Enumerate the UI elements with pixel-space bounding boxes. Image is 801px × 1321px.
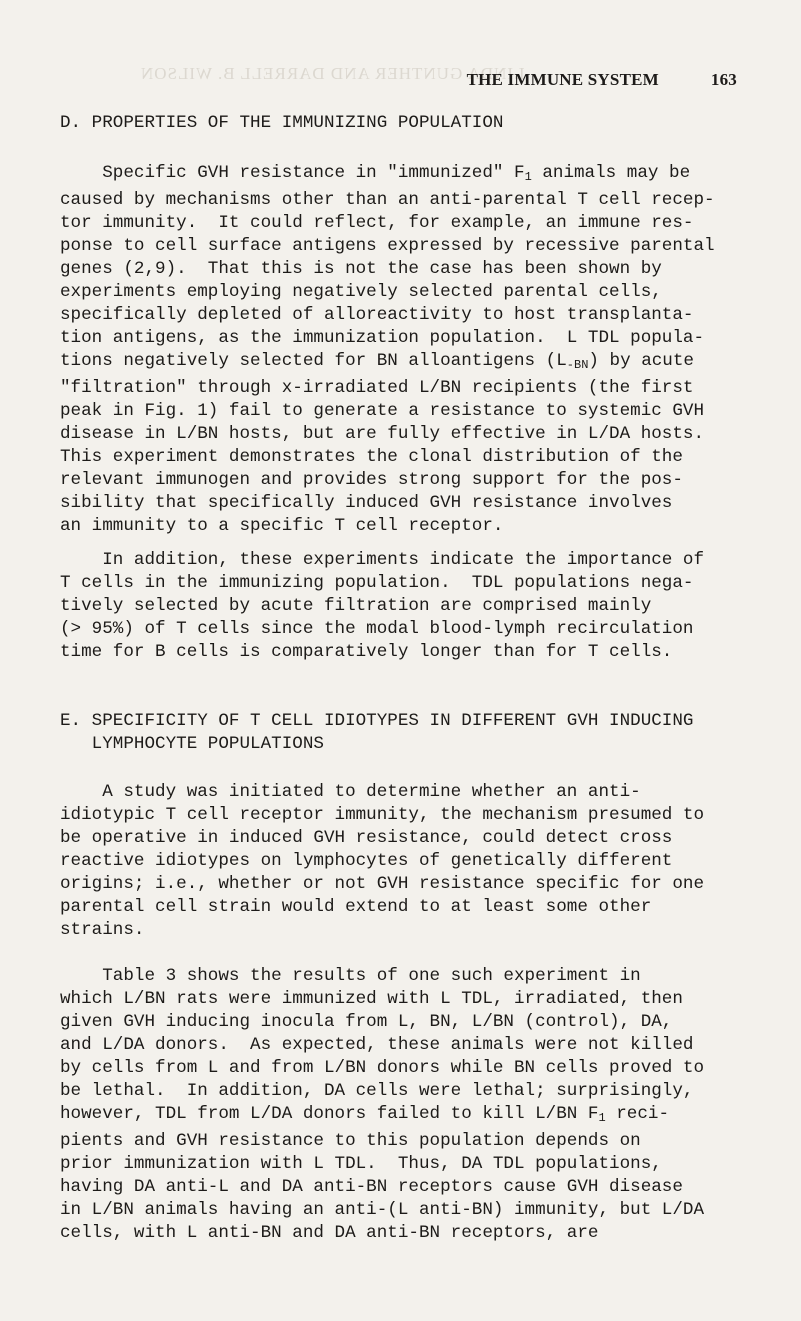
text-line: In addition, these experiments indicate the importance of [60,550,705,570]
text-line: (> 95%) of T cells since the modal blood-lymph recirculation [60,619,694,639]
text-line: Specific GVH resistance in "immunized" $F_1$ animals may be [60,163,691,184]
text-line: genes (2,9). That this is not the case has been shown by [60,259,662,279]
text-line: tor immunity. It could reflect, for example, an immune res- [60,213,694,233]
text-line: A study was initiated to determine whether an anti- [60,782,641,802]
text-line: tions negatively selected for BN alloantigens $(L_{-BN})$ by acute [60,351,694,372]
text-line: Table 3 shows the results of one such experiment in [60,966,641,986]
text-line: time for B cells is comparatively longer than for T cells. [60,642,673,662]
text-line: LYMPHOCYTE POPULATIONS [60,734,324,754]
text-line: prior immunization with L TDL. Thus, DA TDL populations, [60,1154,662,1174]
section-d-paragraph-2 [60,549,704,664]
text-line: "filtration" through x-irradiated L/BN recipients (the first [60,378,694,398]
text-line: disease in L/BN hosts, but are fully effective in L/DA hosts. [60,424,705,444]
text-line: caused by mechanisms other than an anti-parental T cell recep- [60,190,715,210]
text-line: peak in Fig. 1) fail to generate a resistance to systemic GVH [60,401,705,421]
section-e-paragraph-2 [60,965,704,1245]
text-line: cells, with L anti-BN and DA anti-BN receptors, are [60,1223,599,1243]
section-e-paragraph-1 [60,781,704,942]
running-title: THE IMMUNE SYSTEM [466,70,659,89]
text-line: T cells in the immunizing population. TDL populations nega- [60,573,694,593]
section-d-heading: D. PROPERTIES OF THE IMMUNIZING POPULATION [60,113,504,133]
text-line: be operative in induced GVH resistance, could detect cross [60,828,673,848]
text-line: be lethal. In addition, DA cells were lethal; surprisingly, [60,1081,694,1101]
text-line: having DA anti-L and DA anti-BN receptors cause GVH disease [60,1177,683,1197]
text-line: pients and GVH resistance to this population depends on [60,1131,641,1151]
text-line: parental cell strain would extend to at least some other [60,897,652,917]
bleed-through-text: LINDA GUNTHER AND DARRELL B. WILSON [140,64,525,83]
section-d-paragraph-1 [60,162,715,538]
page-number: 163 [710,70,737,89]
text-line: ponse to cell surface antigens expressed by recessive parental [60,236,715,256]
text-line: and L/DA donors. As expected, these animals were not killed [60,1035,694,1055]
text-line: in L/BN animals having an anti-(L anti-BN) immunity, but L/DA [60,1200,705,1220]
section-e-heading [60,710,693,756]
text-line: reactive idiotypes on lymphocytes of genetically different [60,851,673,871]
text-line: which L/BN rats were immunized with L TDL, irradiated, then [60,989,683,1009]
text-line: an immunity to a specific T cell receptor. [60,516,504,536]
text-line: by cells from L and from L/BN donors while BN cells proved to [60,1058,705,1078]
text-line: tion antigens, as the immunization population. L TDL popula- [60,328,705,348]
text-line: given GVH inducing inocula from L, BN, L/BN (control), DA, [60,1012,673,1032]
running-header [467,70,737,90]
text-line: idiotypic T cell receptor immunity, the mechanism presumed to [60,805,705,825]
text-line: origins; i.e., whether or not GVH resistance specific for one [60,874,705,894]
text-line: E. SPECIFICITY OF T CELL IDIOTYPES IN DIFFERENT GVH INDUCING [60,711,694,731]
text-line: relevant immunogen and provides strong support for the pos- [60,470,683,490]
text-line: This experiment demonstrates the clonal distribution of the [60,447,683,467]
text-line: tively selected by acute filtration are comprised mainly [60,596,652,616]
text-line: however, TDL from L/DA donors failed to kill L/BN $F_1$ reci- [60,1104,670,1125]
text-line: strains. [60,920,145,940]
text-line: sibility that specifically induced GVH resistance involves [60,493,673,513]
text-line: specifically depleted of alloreactivity to host transplanta- [60,305,694,325]
text-line: experiments employing negatively selected parental cells, [60,282,662,302]
